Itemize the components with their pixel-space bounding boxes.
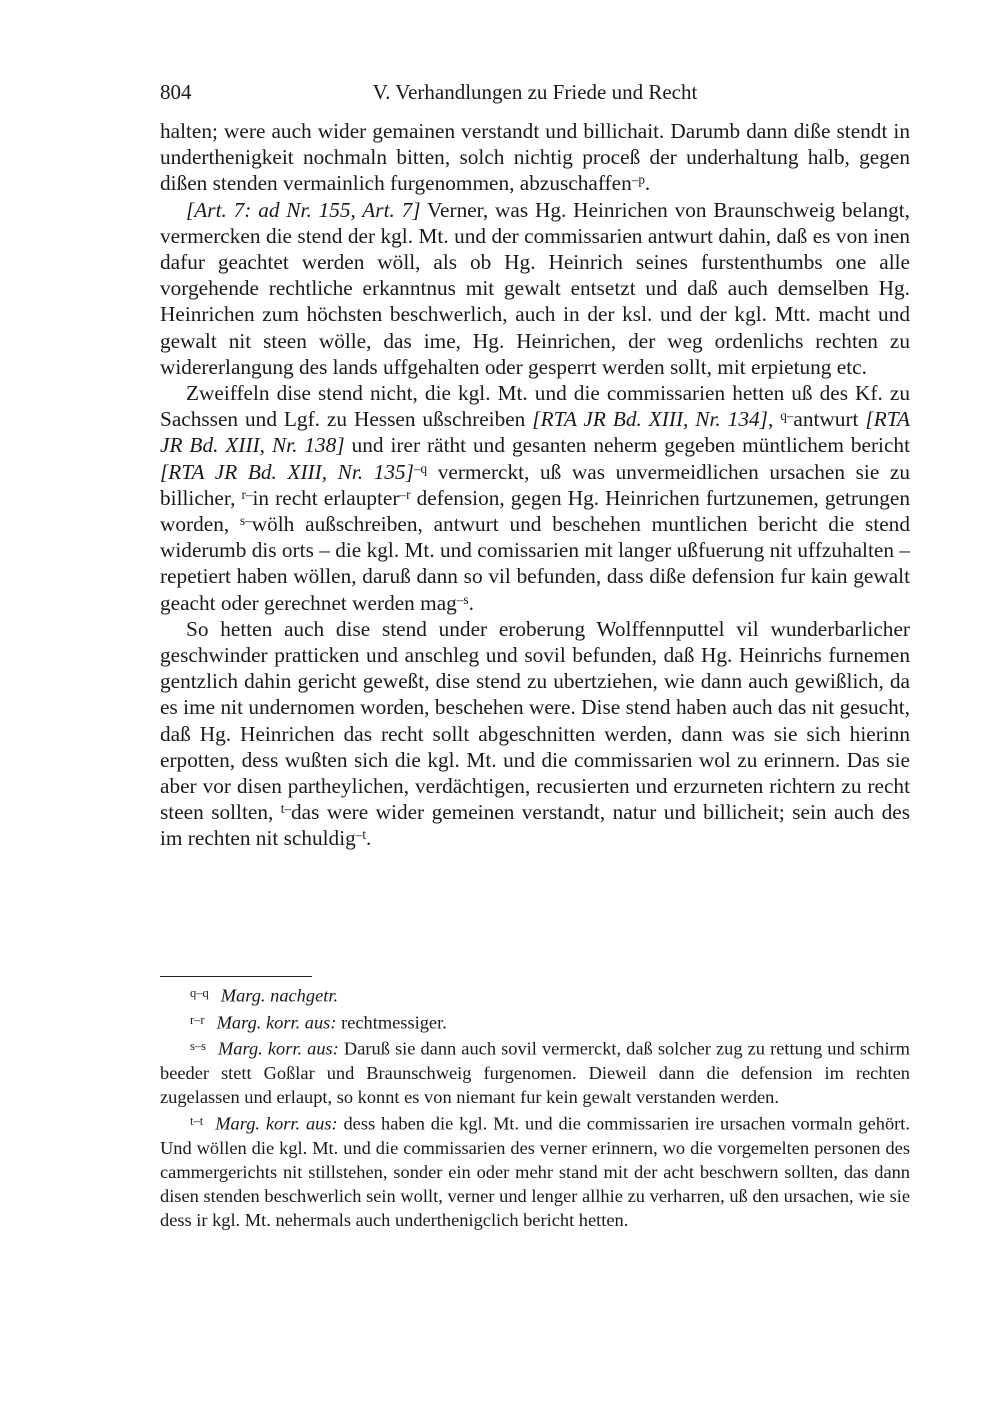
running-title: V. Verhandlungen zu Friede und Recht	[372, 80, 698, 104]
note-marker: –p	[631, 172, 645, 188]
text-run: So hetten auch dise stend under eroberung Wolffennputtel vil wunderbarlicher geschwinder pratticken und anschleg und sovil befunden, daß Hg. Heinrichs furnemen gentzlich dahin gericht geweßt, dise stend zu ubertziehen, wie dann auch gewißlich, da es ime nit undernomen worden, beschehen were. Dise stend haben auch das nit gesucht, daß Hg. Heinrichen das recht sollt abgeschnitten werden, dann was sie sich hierinn erpotten, dess wußten sich die kgl. Mt. und die commissarien wol zu erinnern. Das sie aber vor disen partheylichen, verdächtigen, recusierten und erzurneten richtern zu recht steen sollten,	[160, 616, 910, 825]
text-run: antwurt	[793, 407, 866, 432]
footnotes	[160, 981, 910, 1233]
note-marker: –r	[399, 486, 411, 502]
text-run: ,	[767, 407, 781, 432]
text-run: Zweiffeln dise stend nicht, die kgl. Mt. und die commissarien hetten uß des Kf. zu Sachssen und Lgf. zu Hessen ußschreiben	[160, 381, 910, 432]
footnote-marker: s–s	[190, 1039, 206, 1054]
text-run: .	[366, 826, 372, 851]
text-run: defension, gegen Hg. Heinrichen furtzunemen, getrungen worden,	[160, 485, 910, 537]
main-text	[160, 118, 910, 852]
text-run: halten; were auch wider gemainen verstandt und billichait. Darumb dann diße stendt in underthenigkeit nochmaln bitten, solch nichtig proceß der underhaltung halb, gegen dißen stenden vermainlich furgenommen, abzuschaffen	[160, 119, 910, 196]
footnote-text: dess haben die kgl. Mt. und die commissarien ire ursachen vormaln gehört. Und wöllen die kgl. Mt. und die commissarien des verner erinnern, wo die vorgemelten personen des cammergerichts nit stillstehen, sonder ein oder mehr stand mit der acht beschwern sollten, das dann disen stenden beschwerlich sein wollt, verner und lenger allhie zu verharren, uß den ursachen, wie sie dess ir kgl. Mt. nehermals auch underthenigclich bericht hetten.	[160, 1113, 910, 1231]
footnote-marker: t–t	[190, 1114, 204, 1129]
note-marker: –t	[355, 827, 367, 843]
footnote	[160, 981, 910, 1008]
text-run: wölh außschreiben, antwurt und beschehen muntlichen bericht die stend widerumb dis orts – die kgl. Mt. und comissarien mit langer ußfuerung nit uffzuhalten – repetiert haben wöllen, daruß dann so vil befunden, dass diße defension fur kain gewalt geacht oder gerechnet werden mag	[160, 512, 910, 615]
page-number: 804	[160, 80, 192, 104]
footnote-label: Marg. korr. aus:	[215, 1113, 338, 1134]
text-run: in recht erlaupter	[252, 485, 400, 510]
note-marker: q–	[780, 408, 794, 424]
footnote-label: Marg. nachgetr.	[220, 985, 339, 1006]
editorial-reference: [Art. 7: ad Nr. 155, Art. 7]	[186, 197, 421, 222]
text-run: .	[468, 590, 474, 615]
note-marker: s–	[240, 513, 252, 529]
footnote-marker: q–q	[190, 986, 209, 1000]
footnote-text: rechtmessiger.	[336, 1011, 447, 1032]
editorial-reference: [RTA JR Bd. XIII, Nr. 134]	[532, 407, 768, 432]
footnote-label: Marg. korr. aus:	[216, 1011, 337, 1032]
paragraph	[160, 616, 910, 852]
footnote	[160, 1109, 910, 1232]
footnote-rule	[160, 976, 312, 977]
footnote	[160, 1034, 910, 1109]
editorial-reference: [RTA JR Bd. XIII, Nr. 135]	[160, 459, 414, 484]
text-run: Verner, was Hg. Heinrichen von Braunschweig belangt, vermercken die stend der kgl. Mt. und der commissarien antwurt dahin, daß es von inen dafur geachtet werden wöll, als ob Hg. Heinrich seines furstenthumbs one alle vorgehende rechtliche erkanntnus mit gewalt entsetzt und daß auch demselben Hg. Heinrichen zum höchsten beschwerlich, auch in der ksl. und der kgl. Mtt. macht und gewalt nit steen wölle, das ime, Hg. Heinrichen, der weg ordenlichs rechten zu widererlangung des lands uffgehalten oder gesperrt werden sollt, mit erpietung etc.	[160, 197, 911, 379]
footnote	[160, 1008, 910, 1035]
note-marker: –q	[413, 460, 428, 476]
text-run: .	[644, 171, 651, 196]
footnote-marker: r–r	[190, 1012, 205, 1027]
text-run: und irer rätht und gesanten neherm gegeben müntlichem bericht	[344, 433, 910, 458]
note-marker: r–	[241, 486, 253, 502]
footnote-label: Marg. korr. aus:	[217, 1038, 339, 1059]
running-header	[160, 80, 910, 108]
note-marker: –s	[456, 591, 469, 607]
text-run: das were wider gemeinen verstandt, natur und billicheit; sein auch des im rechten nit schuldig	[160, 800, 910, 851]
note-marker: t–	[280, 801, 292, 817]
paragraph	[160, 118, 910, 197]
editorial-reference: [RTA JR Bd. XIII, Nr. 138]	[160, 407, 910, 458]
paragraph	[160, 197, 910, 380]
paragraph	[160, 380, 910, 616]
text-run: vermerckt, uß was unvermeidlichen ursachen sie zu billicher,	[160, 459, 910, 510]
footnote-text: Daruß sie dann auch sovil vermerckt, daß solcher zug zu rettung und schirm beeder stett Goßlar und Braunschweig furgenomen. Dieweil dann die defension im rechten zugelassen und erlaupt, so konnt es von niemant fur kein gewalt verstanden werden.	[160, 1038, 910, 1107]
